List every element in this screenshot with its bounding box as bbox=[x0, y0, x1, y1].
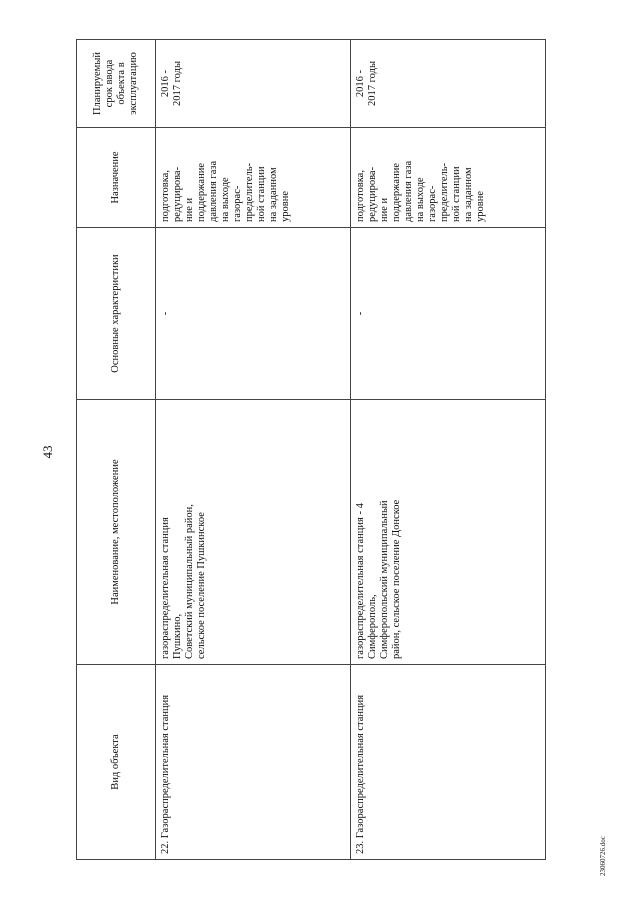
purpose-line: ние и bbox=[184, 197, 195, 222]
cell-purpose bbox=[156, 128, 351, 228]
name-line: Симферопольский муниципальный bbox=[379, 500, 390, 659]
purpose-line: на заданном bbox=[463, 167, 474, 222]
purpose-line: газорас- bbox=[232, 185, 243, 222]
cell-commissioning-term bbox=[156, 40, 351, 128]
name-line: газораспределительная станция bbox=[160, 517, 171, 659]
purpose-line: на выходе bbox=[415, 177, 426, 222]
page-number: 43 bbox=[40, 445, 55, 459]
cell-name-location bbox=[156, 400, 351, 665]
purpose-line: давления газа bbox=[403, 160, 414, 222]
footer-code bbox=[596, 826, 610, 886]
rotated-table-container bbox=[76, 40, 568, 860]
table-row bbox=[156, 40, 351, 860]
header-purpose: Назначение bbox=[77, 128, 156, 228]
objects-table bbox=[76, 39, 546, 860]
cell-purpose bbox=[351, 128, 546, 228]
header-characteristics: Основные характеристики bbox=[77, 228, 156, 400]
term-line: 2017 годы bbox=[367, 61, 378, 107]
purpose-line: пределитель- bbox=[439, 162, 450, 222]
term-line: 2016 - bbox=[355, 69, 366, 98]
name-line: сельское поселение Пушкинское bbox=[196, 512, 207, 659]
term-line: 2017 годы bbox=[172, 61, 183, 107]
purpose-line: уровне bbox=[280, 191, 291, 222]
purpose-line: поддержание bbox=[196, 163, 207, 222]
purpose-line: редуцирова- bbox=[172, 166, 183, 222]
purpose-line: ной станции bbox=[256, 166, 267, 222]
name-line: Симферополь, bbox=[367, 594, 378, 659]
name-line: Пушкино, bbox=[172, 613, 183, 659]
name-line: газораспределительная станция - 4 bbox=[355, 503, 366, 659]
cell-name-location bbox=[351, 400, 546, 665]
footer-code-text: 23060726.doc bbox=[599, 836, 607, 876]
cell-characteristics: - bbox=[351, 228, 546, 400]
header-commissioning-term: Планируемый срок ввода объекта в эксплуатацию bbox=[77, 40, 156, 128]
term-line: 2016 - bbox=[160, 69, 171, 98]
purpose-line: газорас- bbox=[427, 185, 438, 222]
purpose-line: подготовка, bbox=[355, 170, 366, 222]
cell-object-type: 23. Газораспределительная станция bbox=[351, 665, 546, 860]
cell-commissioning-term bbox=[351, 40, 546, 128]
purpose-line: редуцирова- bbox=[367, 166, 378, 222]
purpose-line: на выходе bbox=[220, 177, 231, 222]
table-header-row bbox=[77, 40, 156, 860]
header-object-type: Вид объекта bbox=[77, 665, 156, 860]
purpose-line: подготовка, bbox=[160, 170, 171, 222]
purpose-line: пределитель- bbox=[244, 162, 255, 222]
purpose-line: на заданном bbox=[268, 167, 279, 222]
purpose-line: ной станции bbox=[451, 166, 462, 222]
purpose-line: поддержание bbox=[391, 163, 402, 222]
purpose-line: давления газа bbox=[208, 160, 219, 222]
cell-characteristics: - bbox=[156, 228, 351, 400]
header-name-location: Наименование, местоположение bbox=[77, 400, 156, 665]
name-line: район, сельское поселение Донское bbox=[391, 499, 402, 659]
name-line: Советский муниципальный район, bbox=[184, 504, 195, 659]
purpose-line: ние и bbox=[379, 197, 390, 222]
purpose-line: уровне bbox=[475, 191, 486, 222]
cell-object-type: 22. Газораспределительная станция bbox=[156, 665, 351, 860]
table-row bbox=[351, 40, 546, 860]
